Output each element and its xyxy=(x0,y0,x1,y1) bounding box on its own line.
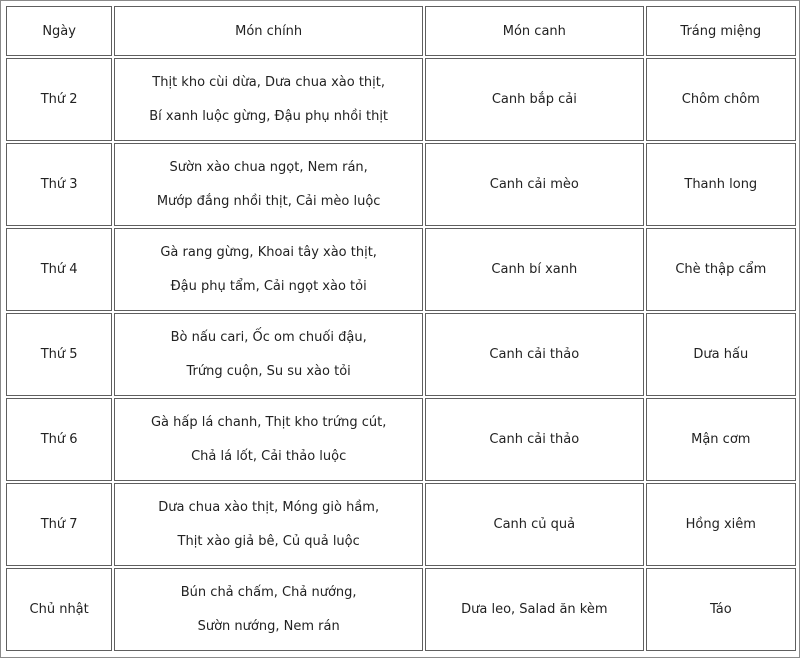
main-dish-line: Gà hấp lá chanh, Thịt kho trứng cút, xyxy=(150,415,387,430)
table-row xyxy=(6,483,796,566)
header-soup: Món canh xyxy=(425,6,644,56)
dessert-cell: Dưa hấu xyxy=(646,313,796,396)
table-row xyxy=(6,58,796,141)
table-row xyxy=(6,228,796,311)
main-dish-cell xyxy=(114,143,423,226)
main-dish-line: Thịt xào giả bê, Củ quả luộc xyxy=(177,534,360,549)
dessert-cell: Mận cơm xyxy=(646,398,796,481)
soup-cell: Canh bắp cải xyxy=(425,58,644,141)
main-dish-cell xyxy=(114,228,423,311)
main-dish-cell xyxy=(114,483,423,566)
main-dish-line: Sườn nướng, Nem rán xyxy=(197,619,340,634)
day-cell: Thứ 7 xyxy=(6,483,112,566)
day-cell: Thứ 2 xyxy=(6,58,112,141)
main-dish-cell xyxy=(114,58,423,141)
main-dish-line: Bí xanh luộc gừng, Đậu phụ nhồi thịt xyxy=(149,109,389,124)
day-cell: Thứ 5 xyxy=(6,313,112,396)
table-header-row xyxy=(6,6,796,56)
header-day: Ngày xyxy=(6,6,112,56)
dessert-cell: Thanh long xyxy=(646,143,796,226)
weekly-menu-table xyxy=(4,4,798,653)
dessert-cell: Hồng xiêm xyxy=(646,483,796,566)
header-main-dish: Món chính xyxy=(114,6,423,56)
day-cell: Chủ nhật xyxy=(6,568,112,651)
main-dish-line: Thịt kho cùi dừa, Dưa chua xào thịt, xyxy=(152,75,386,90)
soup-cell: Canh cải mèo xyxy=(425,143,644,226)
dessert-cell: Chè thập cẩm xyxy=(646,228,796,311)
main-dish-line: Bún chả chấm, Chả nướng, xyxy=(180,585,357,600)
dessert-cell: Chôm chôm xyxy=(646,58,796,141)
main-dish-line: Trứng cuộn, Su su xào tỏi xyxy=(186,364,351,379)
soup-cell: Canh bí xanh xyxy=(425,228,644,311)
dessert-cell: Táo xyxy=(646,568,796,651)
main-dish-line: Mướp đắng nhồi thịt, Cải mèo luộc xyxy=(156,194,381,209)
day-cell: Thứ 6 xyxy=(6,398,112,481)
day-cell: Thứ 4 xyxy=(6,228,112,311)
table-row xyxy=(6,568,796,651)
main-dish-cell xyxy=(114,568,423,651)
soup-cell: Dưa leo, Salad ăn kèm xyxy=(425,568,644,651)
main-dish-line: Gà rang gừng, Khoai tây xào thịt, xyxy=(160,245,377,260)
main-dish-line: Đậu phụ tẩm, Cải ngọt xào tỏi xyxy=(170,279,367,294)
soup-cell: Canh cải thảo xyxy=(425,398,644,481)
main-dish-cell xyxy=(114,398,423,481)
main-dish-line: Dưa chua xào thịt, Móng giò hầm, xyxy=(158,500,380,515)
table-row xyxy=(6,143,796,226)
soup-cell: Canh cải thảo xyxy=(425,313,644,396)
main-dish-line: Sườn xào chua ngọt, Nem rán, xyxy=(169,160,368,175)
table-row xyxy=(6,398,796,481)
day-cell: Thứ 3 xyxy=(6,143,112,226)
main-dish-cell xyxy=(114,313,423,396)
table-row xyxy=(6,313,796,396)
header-dessert: Tráng miệng xyxy=(646,6,796,56)
main-dish-line: Chả lá lốt, Cải thảo luộc xyxy=(191,449,347,464)
main-dish-line: Bò nấu cari, Ốc om chuối đậu, xyxy=(170,330,367,345)
soup-cell: Canh củ quả xyxy=(425,483,644,566)
